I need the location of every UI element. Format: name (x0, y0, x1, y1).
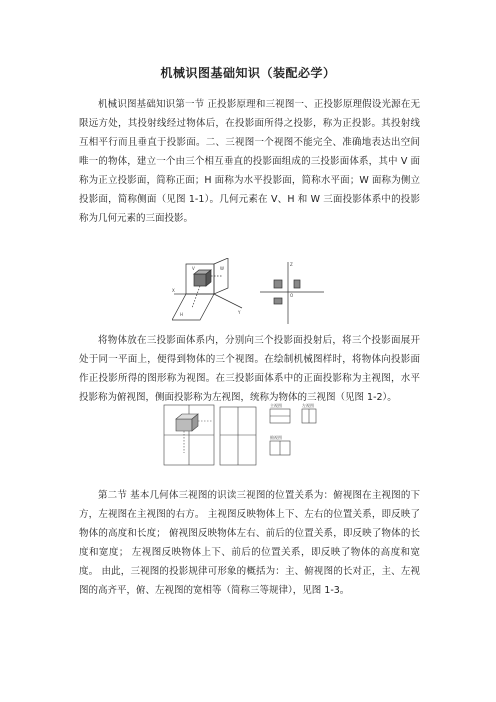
object-box (194, 274, 206, 286)
label-front-view: 主视图 (270, 403, 282, 408)
front-view-square (274, 280, 282, 288)
label-h: H (180, 312, 184, 317)
label-top-view: 俯视图 (270, 435, 282, 440)
document-title: 机械识图基础知识（装配必学） (160, 66, 336, 80)
label-v: V (192, 266, 195, 271)
side-view-rect (294, 280, 300, 288)
paragraph-three-views: 将物体放在三投影面体系内，分别向三个投影面投射后，将三个投影面展开处于同一平面上，便得到物体的三个视图。在绘制机械图样时，将物体向投影面作正投影所得的图形称为视图。在三投影面体系中的正面投影称为主视图，水平投影称为俯视图，侧面投影称为左视图，统称为物体的三视图（见图 1-2）。 (79, 335, 420, 403)
top-view-rect (274, 298, 282, 304)
label-x: X (172, 288, 175, 293)
label-y: Y (238, 310, 241, 315)
projection-ray (192, 286, 200, 308)
paragraph-reading-three-views: 第二节 基本几何体三视图的识读三视图的位置关系为：俯视图在主视图的下方，左视图在主视图的右方。 主视图反映物体上下、左右的位置关系，即反映了物体的高度和长度； 俯视图反映物体左右、前后的位置关系，即反映了物体的长度和宽度； 左视图反映物体上下、前后的位置关系，即反映了物体的高度和宽度。 由此，三视图的投影规律可形象的概括为：主、俯视图的长对正，主、左视图的高齐平，俯、左视图的宽相等（简称三等规律），见图 1-3。 (79, 490, 420, 596)
paragraph-projection-principles: 机械识图基础知识第一节 正投影原理和三视图一、正投影原理假设光源在无限远方处，其投射线经过物体后，在投影面所得之投影，称为正投影。其投射线互相平行而且垂直于投影面。二、三视图一个视图不能完全、准确地表达出空间唯一的物体，建立一个由三个相互垂直的投影面组成的三投影面体系，其中 V 面称为正立投影面，简称正面；H 面称为水平投影面，简称水平面；W 面称为侧立投影面，简称侧面（见图 1-1）。几何元素在 V、H 和 W 三面投影体系中的投影称为几何元素的三面投影。 (79, 99, 420, 224)
label-left-view: 左视图 (302, 403, 314, 408)
figure-three-plane-projection (172, 258, 328, 326)
label-w: W (220, 266, 224, 271)
label-o: O (290, 293, 294, 298)
h-plane (172, 294, 214, 320)
object-block (176, 419, 192, 431)
y-axis-line (214, 294, 242, 308)
figure-three-views (162, 401, 336, 473)
label-z: Z (290, 262, 293, 267)
